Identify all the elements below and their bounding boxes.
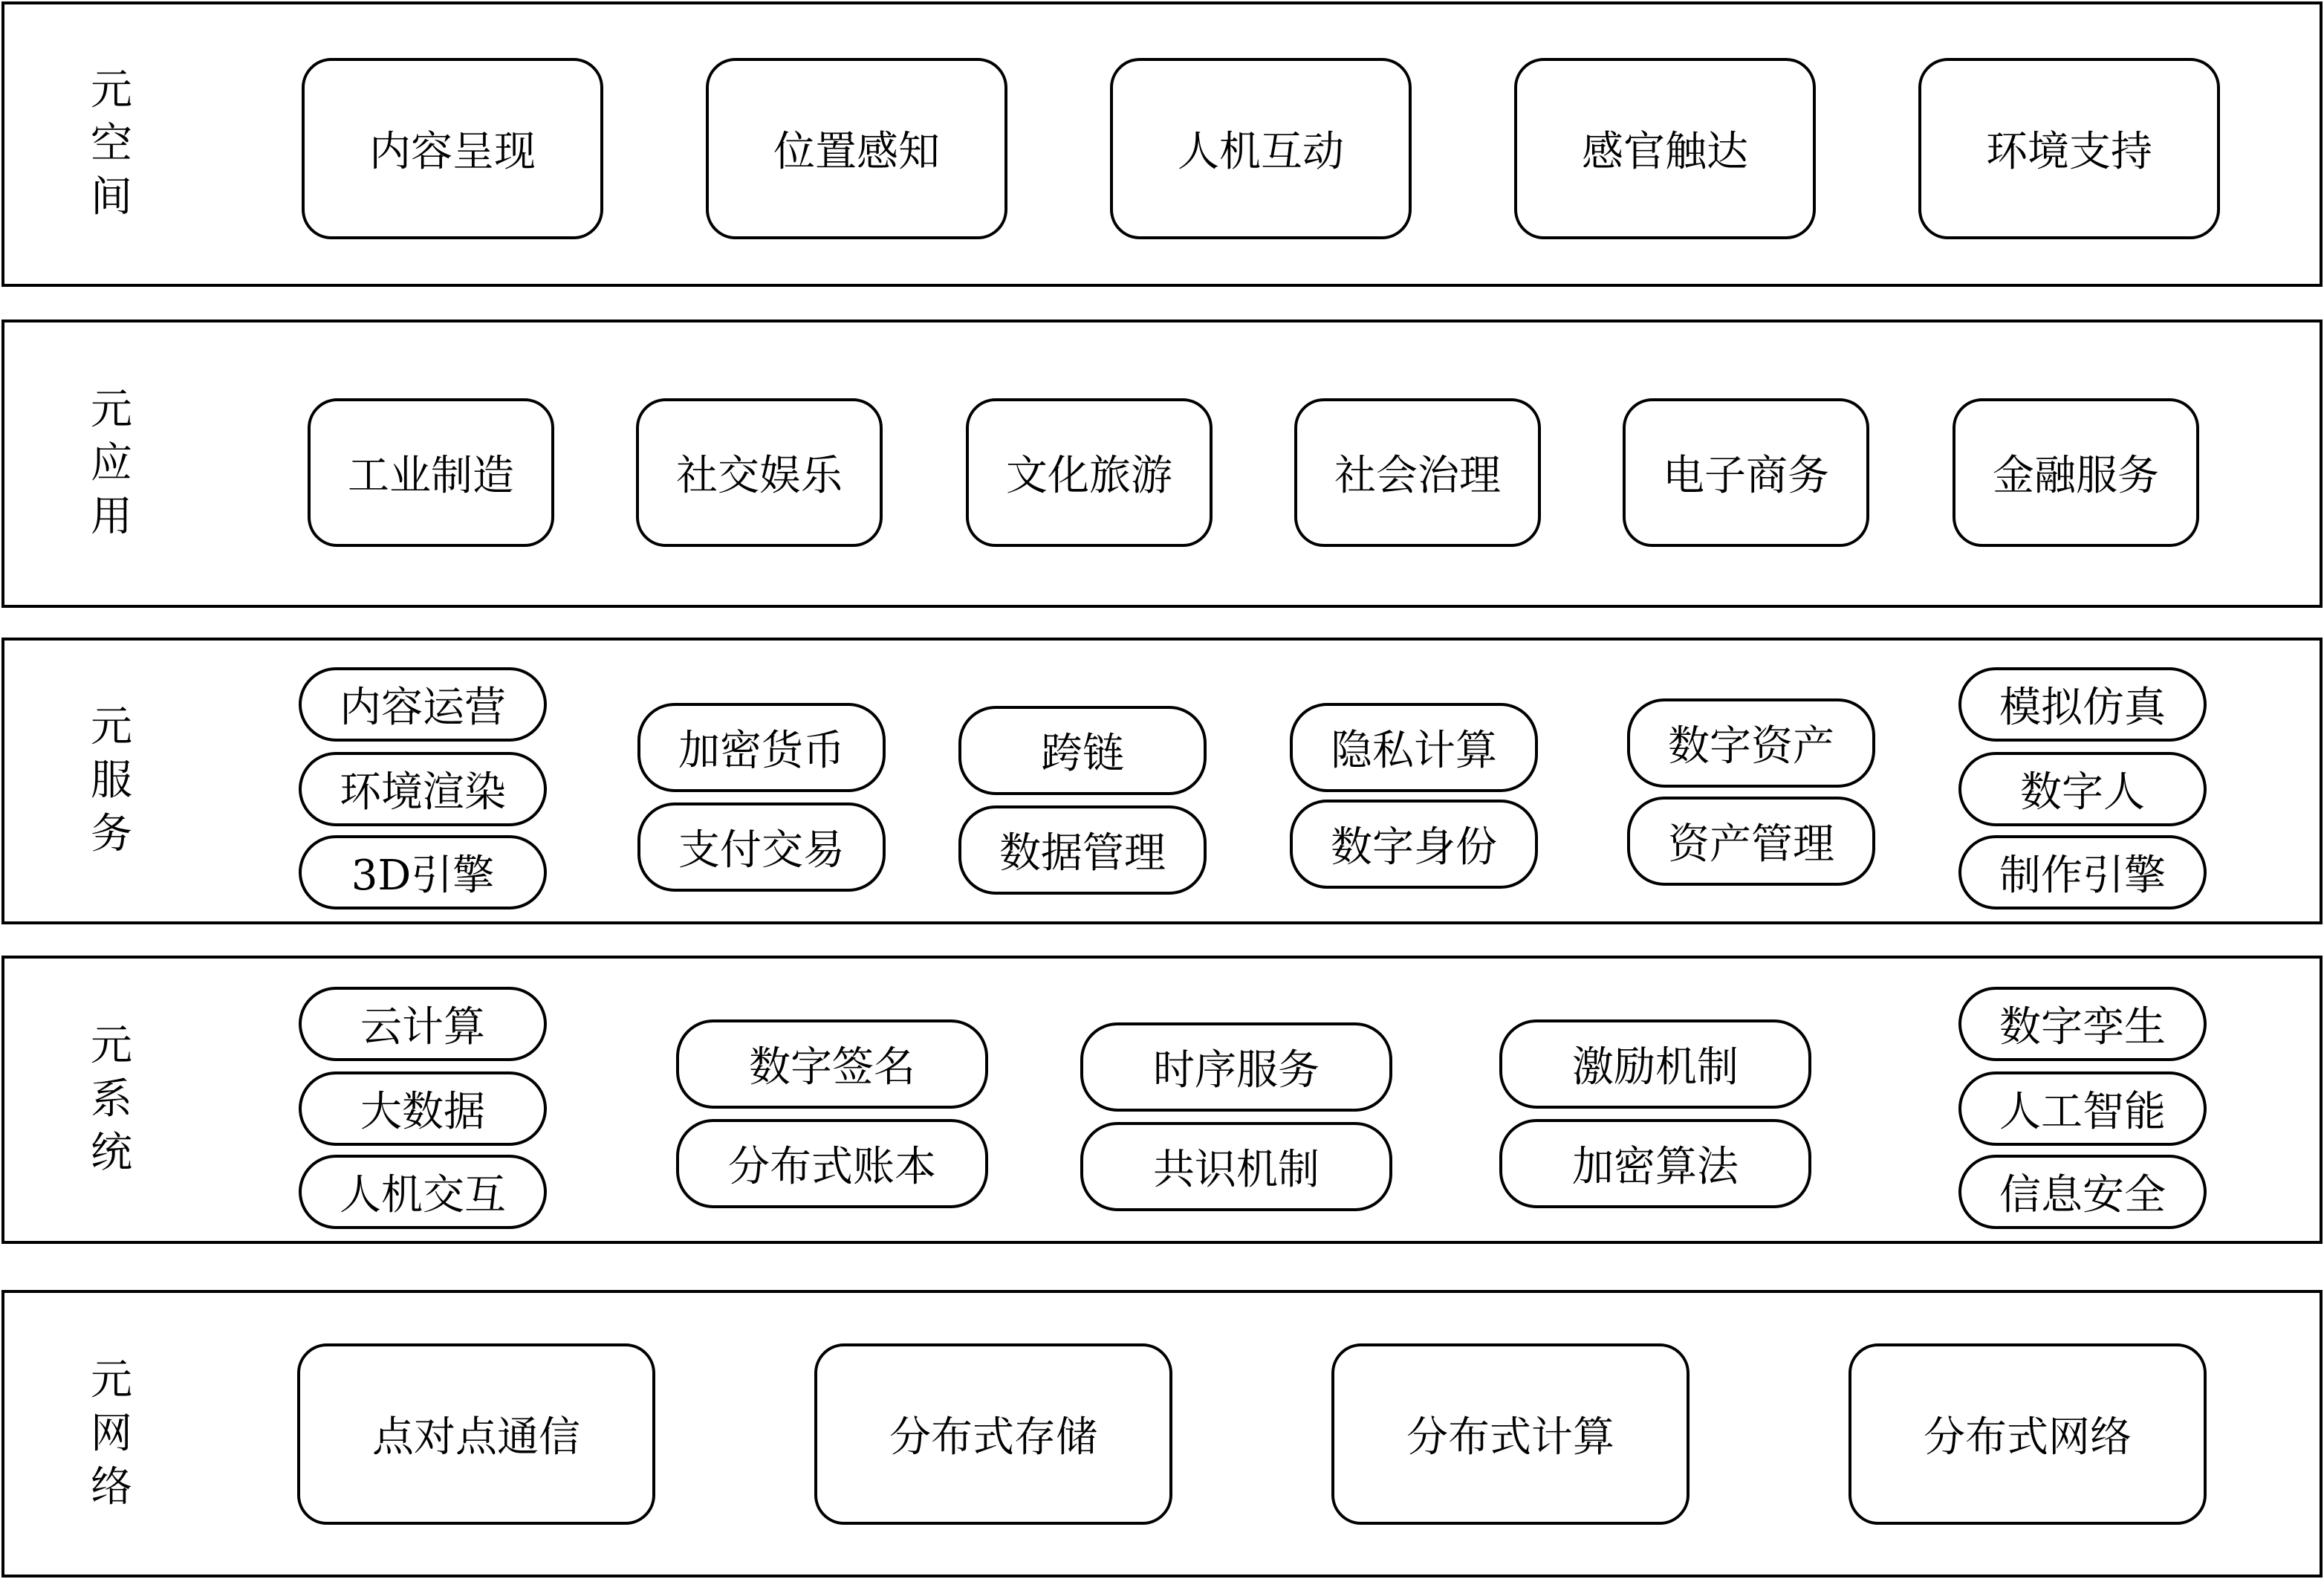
layer-label bbox=[82, 641, 141, 921]
service-pill: 数字人 bbox=[1958, 752, 2207, 826]
service-pill: 资产管理 bbox=[1627, 797, 1875, 886]
system-pill: 人工智能 bbox=[1958, 1071, 2207, 1146]
system-pill: 分布式账本 bbox=[676, 1119, 988, 1208]
system-pill: 信息安全 bbox=[1958, 1155, 2207, 1229]
service-pill: 支付交易 bbox=[637, 803, 886, 892]
system-pill: 大数据 bbox=[299, 1071, 547, 1146]
system-pill: 数字签名 bbox=[676, 1019, 988, 1109]
layer-meta-application bbox=[1, 320, 2323, 608]
layer-label bbox=[82, 959, 141, 1241]
service-pill: 数字身份 bbox=[1290, 800, 1538, 889]
service-pill: 环境渲染 bbox=[299, 752, 547, 826]
layer-meta-network bbox=[1, 1290, 2323, 1578]
layer-label-char: 统 bbox=[91, 1129, 132, 1177]
service-pill: 模拟仿真 bbox=[1958, 667, 2207, 742]
layer-label-char: 用 bbox=[91, 493, 132, 541]
layer-label-char: 网 bbox=[91, 1409, 132, 1458]
node-box: 社交娱乐 bbox=[636, 398, 883, 547]
node-box: 内容呈现 bbox=[302, 58, 603, 239]
service-pill: 内容运营 bbox=[299, 667, 547, 742]
service-pill: 制作引擎 bbox=[1958, 835, 2207, 910]
system-pill: 激励机制 bbox=[1499, 1019, 1811, 1109]
layer-label-char: 络 bbox=[91, 1462, 132, 1511]
node-box: 分布式网络 bbox=[1849, 1343, 2207, 1525]
layer-label-char: 元 bbox=[91, 1355, 132, 1404]
layer-meta-service bbox=[1, 638, 2323, 924]
service-pill: 加密货币 bbox=[637, 703, 886, 792]
node-box: 社会治理 bbox=[1294, 398, 1541, 547]
service-pill: 数字资产 bbox=[1627, 698, 1875, 788]
layer-label bbox=[82, 4, 141, 284]
node-box: 金融服务 bbox=[1953, 398, 2199, 547]
layer-meta-system bbox=[1, 956, 2323, 1244]
system-pill: 加密算法 bbox=[1499, 1119, 1811, 1208]
node-box: 人机互动 bbox=[1110, 58, 1412, 239]
system-pill: 共识机制 bbox=[1080, 1122, 1392, 1211]
node-box: 文化旅游 bbox=[966, 398, 1213, 547]
node-box: 工业制造 bbox=[308, 398, 554, 547]
node-box: 位置感知 bbox=[706, 58, 1007, 239]
layer-label-char: 服 bbox=[91, 756, 132, 805]
service-pill: 数据管理 bbox=[958, 805, 1207, 895]
system-pill: 云计算 bbox=[299, 987, 547, 1061]
node-box: 环境支持 bbox=[1918, 58, 2220, 239]
node-box: 分布式计算 bbox=[1331, 1343, 1690, 1525]
layer-label-char: 空 bbox=[91, 120, 132, 168]
system-pill: 人机交互 bbox=[299, 1155, 547, 1229]
service-pill: 隐私计算 bbox=[1290, 703, 1538, 792]
service-pill: 跨链 bbox=[958, 706, 1207, 795]
layer-label-char: 元 bbox=[91, 386, 132, 434]
layer-label-char: 元 bbox=[91, 1022, 132, 1070]
layer-label-char: 务 bbox=[91, 810, 132, 858]
node-box: 电子商务 bbox=[1623, 398, 1869, 547]
layer-label-char: 元 bbox=[91, 66, 132, 114]
node-box: 分布式存储 bbox=[814, 1343, 1172, 1525]
layer-metaspace bbox=[1, 1, 2323, 287]
node-box: 感官触达 bbox=[1514, 58, 1816, 239]
node-box: 点对点通信 bbox=[297, 1343, 655, 1525]
system-pill: 时序服务 bbox=[1080, 1022, 1392, 1112]
layer-label-char: 应 bbox=[91, 439, 132, 487]
layer-label bbox=[82, 322, 141, 605]
system-pill: 数字孪生 bbox=[1958, 987, 2207, 1061]
layer-label-char: 间 bbox=[91, 173, 132, 221]
layer-label-char: 系 bbox=[91, 1075, 132, 1124]
layer-label-char: 元 bbox=[91, 703, 132, 751]
layer-label bbox=[82, 1293, 141, 1575]
service-pill: 3D引擎 bbox=[299, 835, 547, 910]
